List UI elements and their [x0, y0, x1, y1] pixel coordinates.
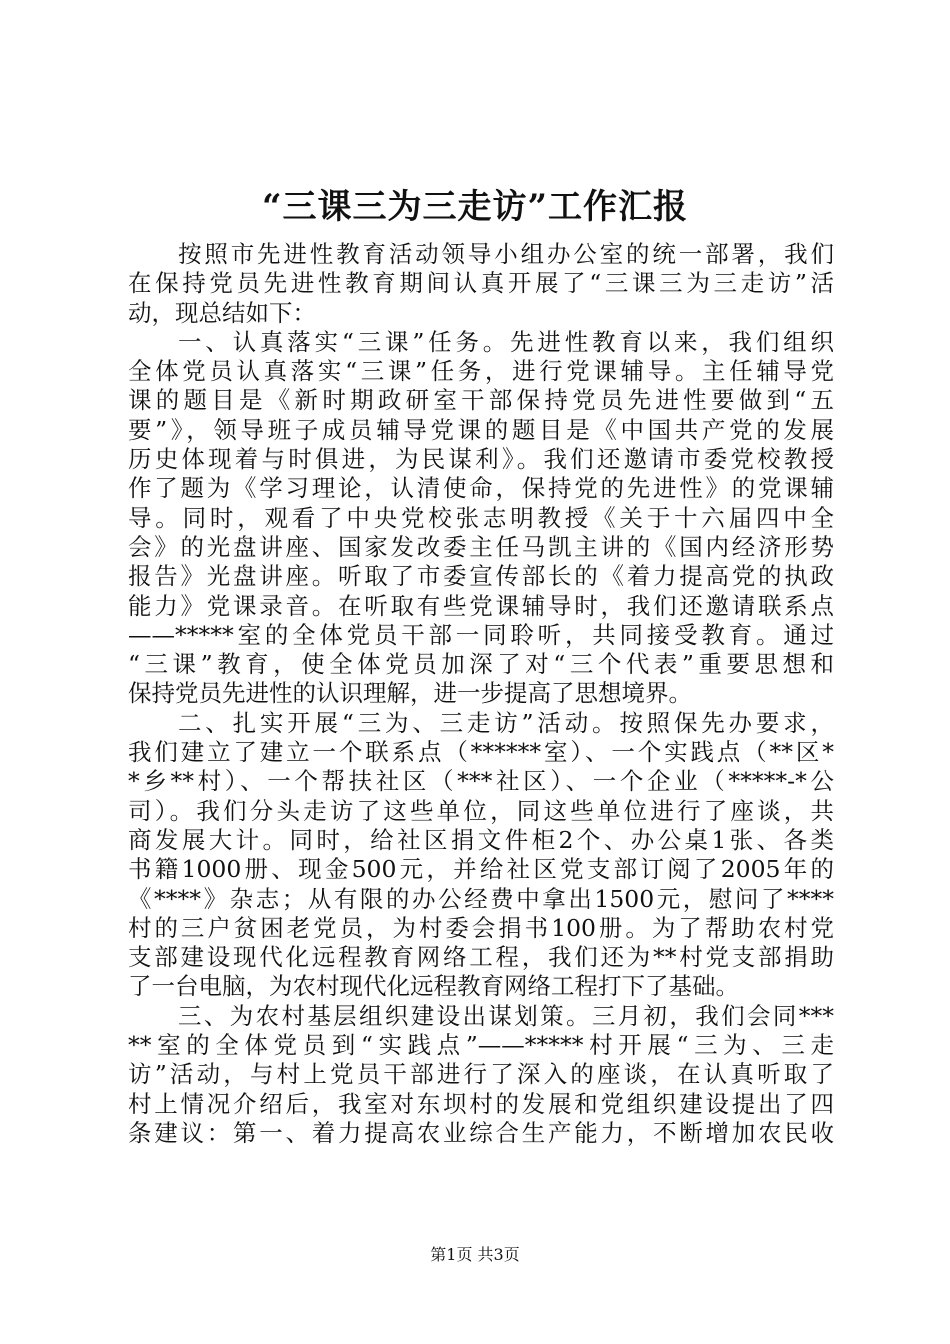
paragraph-line: 一、认真落实“三课”任务。先进性教育以来，我们组织	[178, 327, 834, 356]
paragraph-line: 动，现总结如下：	[128, 298, 316, 327]
paragraph-line: 《****》杂志；从有限的办公经费中拿出1500元，慰问了****	[128, 884, 834, 913]
paragraph-line: “三课”教育，使全体党员加深了对“三个代表”重要思想和	[128, 650, 834, 679]
paragraph-line: 二、扎实开展“三为、三走访”活动。按照保先办要求，	[178, 708, 834, 737]
paragraph-line: 在保持党员先进性教育期间认真开展了“三课三为三走访”活	[128, 269, 834, 298]
paragraph-line: 司）。我们分头走访了这些单位，同这些单位进行了座谈，共	[128, 796, 834, 825]
paragraph-line: 课的题目是《新时期政研室干部保持党员先进性要做到“五	[128, 386, 834, 415]
paragraph-line: 访”活动，与村上党员干部进行了深入的座谈，在认真听取了	[128, 1060, 834, 1089]
paragraph-line: 村的三户贫困老党员，为村委会捐书100册。为了帮助农村党	[128, 913, 834, 942]
paragraph-line: 历史体现着与时俱进，为民谋利》。我们还邀请市委党校教授	[128, 445, 834, 474]
page-footer: 第1页 共3页	[430, 1245, 520, 1264]
paragraph-line: 三、为农村基层组织建设出谋划策。三月初，我们会同***	[178, 1001, 834, 1030]
paragraph-line: 要”》，领导班子成员辅导党课的题目是《中国共产党的发展	[128, 415, 834, 444]
paragraph-line: 村上情况介绍后，我室对东坝村的发展和党组织建设提出了四	[128, 1089, 834, 1118]
paragraph-line: 书籍1000册、现金500元，并给社区党支部订阅了2005年的	[128, 855, 834, 884]
paragraph-line: 能力》党课录音。在听取有些党课辅导时，我们还邀请联系点	[128, 591, 834, 620]
paragraph-line: 按照市先进性教育活动领导小组办公室的统一部署，我们	[178, 240, 834, 268]
paragraph-line: *乡**村）、一个帮扶社区（***社区）、一个企业（*****-*公	[128, 767, 834, 796]
paragraph-line: 商发展大计。同时，给社区捐文件柜2个、办公桌1张、各类	[128, 825, 834, 854]
paragraph-line: 我们建立了建立一个联系点（******室）、一个实践点（**区*	[128, 738, 834, 767]
document-body	[128, 240, 834, 1148]
paragraph-line: 保持党员先进性的认识理解，进一步提高了思想境界。	[128, 679, 692, 708]
paragraph-line: 会》的光盘讲座、国家发改委主任马凯主讲的《国内经济形势	[128, 532, 834, 561]
paragraph-line: 导。同时，观看了中央党校张志明教授《关于十六届四中全	[128, 503, 834, 532]
paragraph-line: 报告》光盘讲座。听取了市委宣传部长的《着力提高党的执政	[128, 562, 834, 591]
paragraph-line: 全体党员认真落实“三课”任务，进行党课辅导。主任辅导党	[128, 357, 834, 386]
paragraph-line: 了一台电脑，为农村现代化远程教育网络工程打下了基础。	[128, 972, 739, 1001]
paragraph-line: 条建议：第一、着力提高农业综合生产能力，不断增加农民收	[128, 1118, 834, 1147]
document-title: “三课三为三走访”工作汇报	[261, 187, 689, 227]
paragraph-line: 作了题为《学习理论，认清使命，保持党的先进性》的党课辅	[128, 474, 834, 503]
paragraph-line: ——*****室的全体党员干部一同聆听，共同接受教育。通过	[128, 620, 834, 649]
paragraph-line: **室的全体党员到“实践点”——*****村开展“三为、三走	[128, 1031, 834, 1060]
paragraph-line: 支部建设现代化远程教育网络工程，我们还为**村党支部捐助	[128, 943, 834, 972]
